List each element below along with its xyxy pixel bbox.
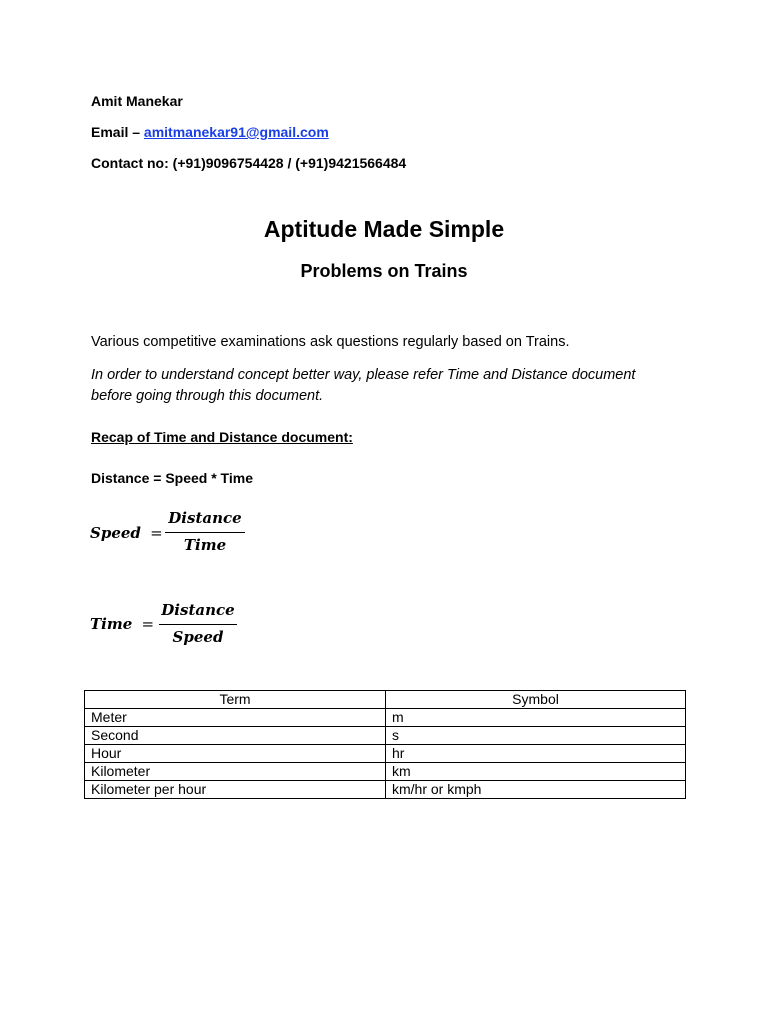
- page-title: Aptitude Made Simple: [263, 216, 505, 242]
- intro-paragraph: Various competitive examinations ask questions regularly based on Trains.: [91, 334, 570, 350]
- header-symbol: Symbol: [386, 691, 686, 709]
- speed-numerator: Distance: [168, 509, 242, 527]
- table-header-row: [85, 691, 686, 709]
- term-cell: Kilometer: [85, 763, 386, 781]
- symbol-cell: s: [386, 727, 686, 745]
- table-row: [85, 709, 686, 727]
- time-fraction-bar: [159, 624, 237, 625]
- time-fraction: [159, 601, 237, 646]
- speed-fraction-bar: [165, 532, 245, 533]
- author-name: Amit Manekar: [91, 93, 183, 109]
- email-link[interactable]: amitmanekar91@gmail.com: [143, 124, 329, 140]
- time-numerator: Distance: [161, 601, 235, 619]
- speed-denominator: Time: [183, 536, 227, 554]
- email-label: Email –: [91, 124, 144, 140]
- time-denominator: Speed: [172, 628, 224, 646]
- speed-formula-lhs: [90, 524, 163, 542]
- speed-equals: =: [150, 524, 163, 542]
- table-row: [85, 763, 686, 781]
- note-line-2: before going through this document.: [91, 388, 324, 404]
- header-term: Term: [85, 691, 386, 709]
- time-equals: =: [141, 615, 155, 633]
- term-cell: Kilometer per hour: [85, 781, 386, 799]
- term-cell: Meter: [85, 709, 386, 727]
- table-row: [85, 727, 686, 745]
- time-formula-lhs: [90, 615, 154, 633]
- page-subtitle: Problems on Trains: [300, 261, 468, 281]
- symbol-cell: km: [386, 763, 686, 781]
- term-cell: Second: [85, 727, 386, 745]
- symbol-cell: km/hr or kmph: [386, 781, 686, 799]
- speed-label: Speed: [90, 524, 141, 542]
- contact-line: Contact no: (+91)9096754428 / (+91)9421566484: [91, 155, 407, 171]
- symbol-cell: m: [386, 709, 686, 727]
- units-table: [84, 690, 686, 799]
- table-row: [85, 745, 686, 763]
- note-line-1: In order to understand concept better way, please refer Time and Distance document: [91, 367, 636, 383]
- distance-formula: Distance = Speed * Time: [91, 470, 253, 486]
- symbol-cell: hr: [386, 745, 686, 763]
- speed-fraction: [165, 509, 245, 554]
- recap-heading: Recap of Time and Distance document:: [91, 429, 353, 445]
- term-cell: Hour: [85, 745, 386, 763]
- email-line: [91, 124, 329, 140]
- table-row: [85, 781, 686, 799]
- time-label: Time: [90, 615, 133, 633]
